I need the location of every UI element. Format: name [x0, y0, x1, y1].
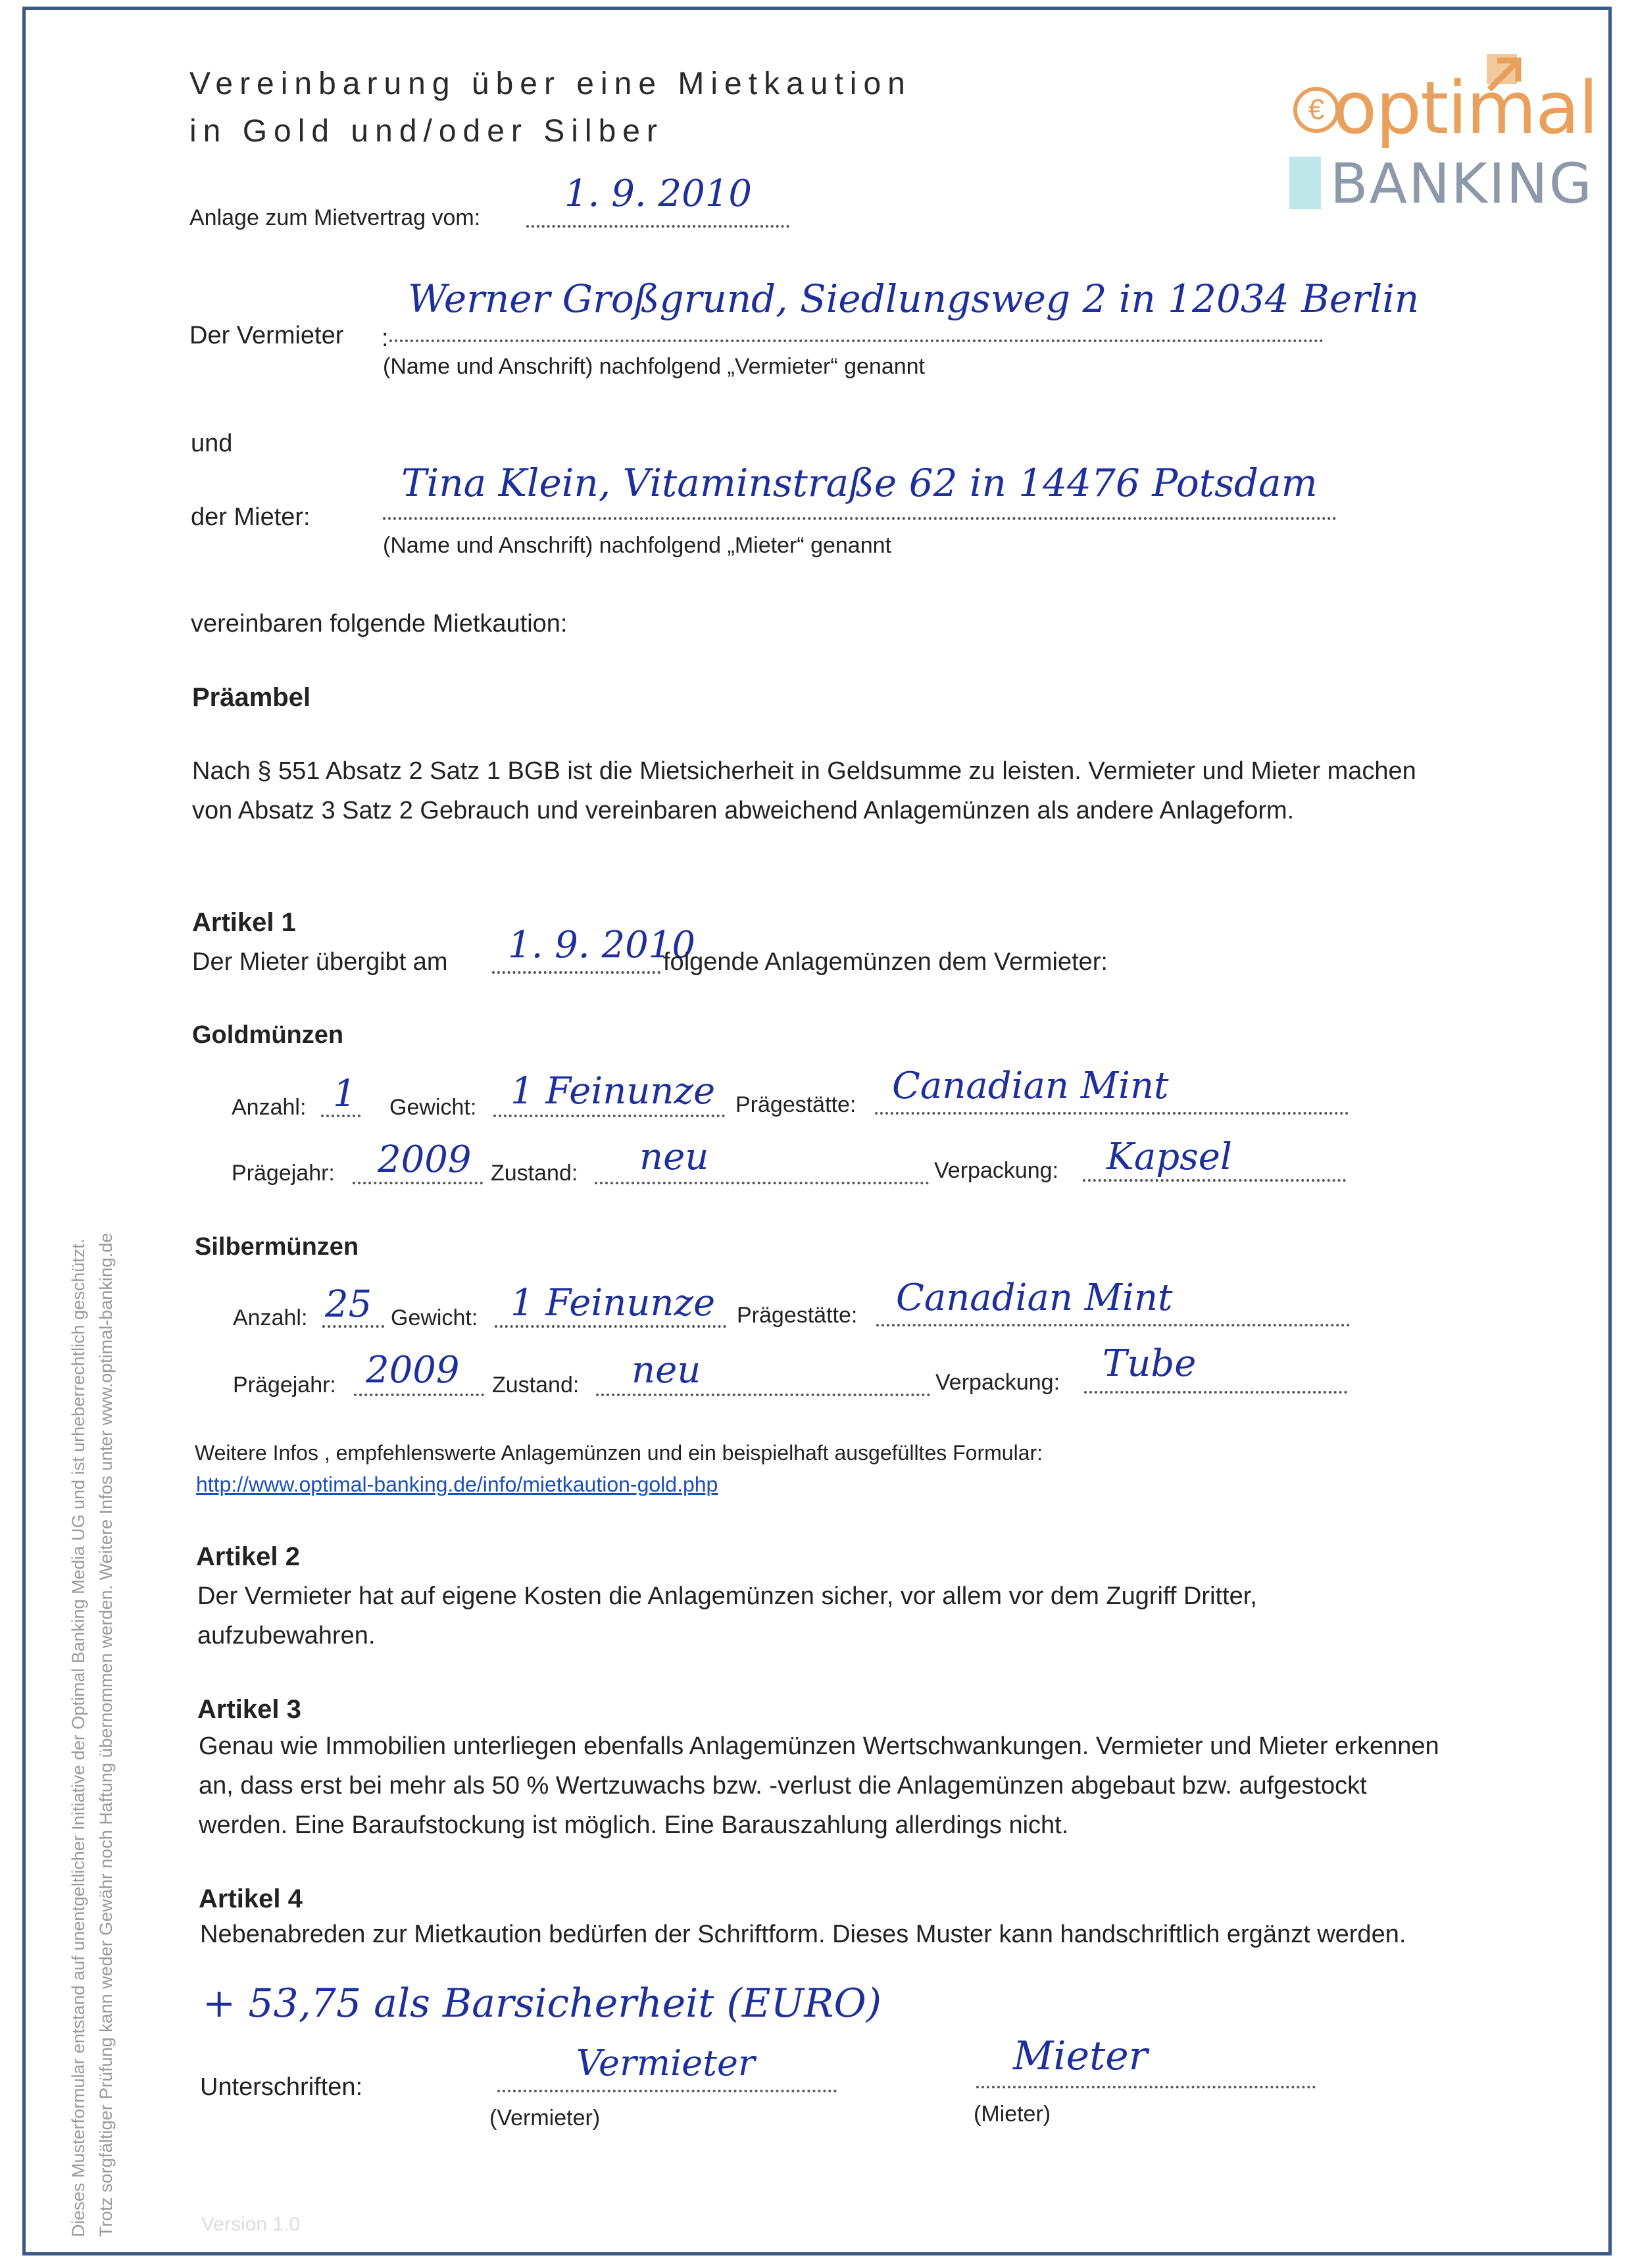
logo-teal-block: [1289, 157, 1321, 209]
gold-mint: Canadian Mint: [892, 1065, 1169, 1107]
preamble-text: Nach § 551 Absatz 2 Satz 1 BGB ist die Mietsicherheit in Geldsumme zu leisten. Vermieter und Mieter machen von Absatz 3 Satz 2 Gebrauch und vereinbaren abweichend Anlagemünzen als andere Anlageform.: [192, 757, 1416, 824]
gold-weight-label: Gewicht:: [389, 1095, 477, 1120]
gold-weight: 1 Feinunze: [510, 1070, 716, 1113]
silver-packaging: Tube: [1103, 1342, 1197, 1385]
tenant-value: Tina Klein, Vitaminstraße 62 in 14476 Potsdam: [401, 461, 1318, 505]
article4-text: Nebenabreden zur Mietkaution bedürfen der Schriftform. Dieses Muster kann handschriftlich ergänzt werden.: [200, 1921, 1406, 1948]
article1-heading: Artikel 1: [192, 908, 296, 937]
and-text: und: [191, 430, 233, 457]
silver-weight: 1 Feinunze: [510, 1282, 716, 1324]
preamble-heading: Präambel: [192, 683, 311, 712]
landlord-label: Der Vermieter: [189, 322, 344, 349]
gold-count: 1: [333, 1072, 357, 1115]
silver-count: 25: [325, 1283, 372, 1326]
side-note-line2: Trotz sorgfältiger Prüfung kann weder Gewähr noch Haftung übernommen werden. Weitere Infos unter www.optimal-banking.de: [96, 1232, 116, 2237]
silver-packaging-line: [1084, 1391, 1347, 1394]
document-title-line1: Vereinbarung über eine Mietkaution: [189, 66, 912, 101]
article2-text: Der Vermieter hat auf eigene Kosten die Anlagemünzen sicher, vor allem vor dem Zugriff Dritter, aufzubewahren.: [197, 1582, 1257, 1650]
gold-mint-line: [875, 1112, 1349, 1115]
article4-heading: Artikel 4: [199, 1884, 303, 1913]
landlord-value: Werner Großgrund, Siedlungsweg 2 in 12034 Berlin: [408, 276, 1420, 321]
silver-packaging-label: Verpackung:: [935, 1370, 1060, 1395]
article4-handwritten-note: + 53,75 als Barsicherheit (EURO): [203, 1980, 882, 2027]
document-title-line2: in Gold und/oder Silber: [189, 114, 664, 149]
gold-year: 2009: [378, 1138, 472, 1181]
article2-heading: Artikel 2: [196, 1542, 300, 1571]
gold-mint-label: Prägestätte:: [735, 1092, 856, 1117]
gold-count-label: Anzahl:: [232, 1095, 307, 1120]
silver-year-line: [354, 1394, 484, 1396]
silver-weight-label: Gewicht:: [391, 1305, 478, 1330]
silver-count-label: Anzahl:: [233, 1305, 308, 1330]
article3-heading: Artikel 3: [197, 1695, 301, 1724]
gold-packaging: Kapsel: [1106, 1136, 1232, 1178]
contract-date-value: 1. 9. 2010: [564, 172, 752, 215]
gold-condition: neu: [639, 1136, 709, 1178]
tenant-signature: Mieter: [1013, 2033, 1148, 2079]
silver-weight-line: [495, 1325, 726, 1328]
landlord-line: [389, 340, 1324, 342]
silver-mint-label: Prägestätte:: [737, 1303, 858, 1328]
tenant-line: [383, 517, 1337, 520]
contract-date-line: [526, 225, 789, 228]
silver-heading: Silbermünzen: [195, 1233, 359, 1261]
landlord-colon: :: [382, 324, 389, 352]
tenant-signature-line: [976, 2086, 1316, 2088]
info-link[interactable]: http://www.optimal-banking.de/info/mietkaution-gold.php: [196, 1473, 718, 1496]
side-note-line1: Dieses Musterformular entstand auf unentgeltlicher Initiative der Optimal Banking Media UG und ist urheberrechtlich geschützt.: [68, 1238, 88, 2237]
gold-condition-line: [595, 1182, 929, 1184]
landlord-signature: Vermieter: [576, 2042, 755, 2084]
version-label: Version 1.0: [201, 2213, 301, 2235]
article1-prefix: Der Mieter übergibt am: [192, 948, 448, 976]
tenant-label: der Mieter:: [191, 503, 310, 531]
landlord-signature-caption: (Vermieter): [489, 2105, 601, 2130]
silver-condition-label: Zustand:: [492, 1373, 580, 1398]
tenant-signature-caption: (Mieter): [974, 2102, 1051, 2127]
logo-word-banking: BANKING: [1330, 151, 1593, 216]
signatures-label: Unterschriften:: [200, 2073, 363, 2101]
agree-text: vereinbaren folgende Mietkaution:: [191, 610, 568, 638]
article1-suffix: folgende Anlagemünzen dem Vermieter:: [663, 948, 1108, 976]
contract-date-label: Anlage zum Mietvertrag vom:: [189, 205, 481, 230]
gold-packaging-label: Verpackung:: [934, 1158, 1059, 1183]
info-text: Weitere Infos , empfehlenswerte Anlagemünzen und ein beispielhaft ausgefülltes Formular:: [195, 1441, 1043, 1465]
gold-heading: Goldmünzen: [192, 1021, 344, 1049]
landlord-hint: (Name und Anschrift) nachfolgend „Vermieter“ genannt: [383, 354, 926, 379]
silver-condition: neu: [632, 1349, 701, 1392]
silver-year-label: Prägejahr:: [233, 1373, 336, 1398]
silver-mint: Canadian Mint: [896, 1276, 1173, 1319]
gold-year-line: [353, 1182, 483, 1184]
euro-circle-icon: €: [1293, 87, 1339, 133]
silver-condition-line: [596, 1394, 930, 1396]
gold-weight-line: [493, 1115, 725, 1117]
tenant-hint: (Name und Anschrift) nachfolgend „Mieter“ genannt: [383, 533, 891, 558]
article3-text: Genau wie Immobilien unterliegen ebenfalls Anlagemünzen Wertschwankungen. Vermieter und Mieter erkennen an, dass erst bei mehr als 50 % Wertzuwachs bzw. -verlust die Anlagemünzen abgebaut bzw. aufgestockt werden. Eine Baraufstockung ist möglich. Eine Barauszahlung allerdings nicht.: [199, 1732, 1439, 1839]
gold-packaging-line: [1083, 1179, 1346, 1182]
side-copyright-note: [64, 1079, 120, 2237]
gold-year-label: Prägejahr:: [232, 1161, 335, 1186]
silver-mint-line: [876, 1324, 1350, 1326]
landlord-signature-line: [497, 2090, 837, 2092]
optimal-banking-logo: [1289, 53, 1597, 217]
silver-year: 2009: [366, 1349, 460, 1392]
article1-date-line: [492, 971, 660, 974]
gold-condition-label: Zustand:: [491, 1161, 578, 1186]
article1-date: 1. 9. 2010: [508, 924, 695, 967]
logo-word-optimal: optimal: [1333, 66, 1597, 150]
